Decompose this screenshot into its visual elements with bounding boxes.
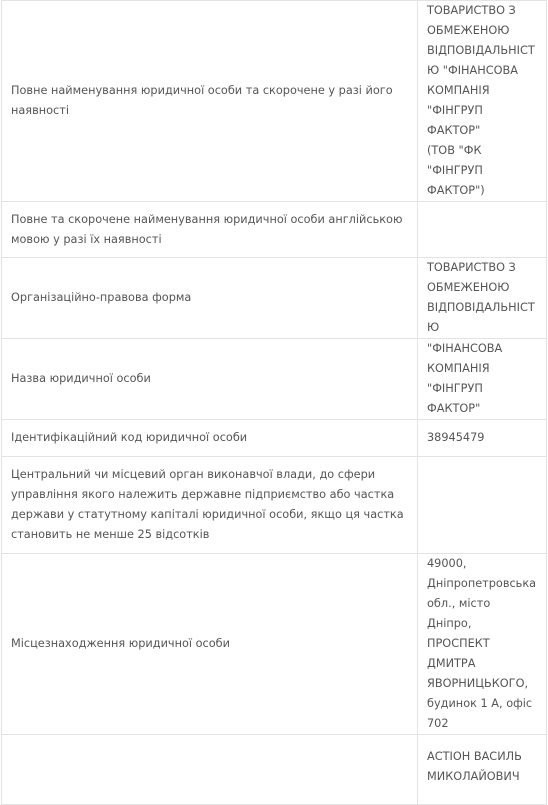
row-label (2, 735, 418, 805)
row-value: АСТІОН ВАСИЛЬ МИКОЛАЙОВИЧ (418, 735, 547, 805)
row-label: Організаційно-правова форма (2, 258, 418, 339)
row-value: 38945479 (418, 420, 547, 457)
row-value (418, 202, 547, 258)
row-value: 49000, Дніпропетровська обл., місто Дніпро, ПРОСПЕКТ ДМИТРА ЯВОРНИЦЬКОГО, будинок 1 А, офіс 702 (418, 554, 547, 735)
row-value (418, 457, 547, 554)
table-row (2, 1, 547, 202)
table-row (2, 420, 547, 457)
registry-record-table (1, 0, 547, 805)
table-row (2, 339, 547, 420)
table-row (2, 202, 547, 258)
table-row (2, 457, 547, 554)
table-row (2, 735, 547, 805)
row-label: Ідентифікаційний код юридичної особи (2, 420, 418, 457)
row-value: "ФІНАНСОВА КОМПАНІЯ "ФІНГРУП ФАКТОР" (418, 339, 547, 420)
row-label: Назва юридичної особи (2, 339, 418, 420)
row-label: Місцезнаходження юридичної особи (2, 554, 418, 735)
row-label: Центральний чи місцевий орган виконавчої влади, до сфери управління якого належить державне підприємство або частка держави у статутному капіталі юридичної особи, якщо ця частка становить не менше 25 відсотків (2, 457, 418, 554)
row-label: Повне та скорочене найменування юридичної особи англійською мовою у разі їх наявності (2, 202, 418, 258)
row-value: ТОВАРИСТВО З ОБМЕЖЕНОЮ ВІДПОВІДАЛЬНІСТЮ "ФІНАНСОВА КОМПАНІЯ "ФІНГРУП ФАКТОР" (ТОВ "ФК "ФІНГРУП ФАКТОР") (418, 1, 547, 202)
table-row (2, 258, 547, 339)
row-label: Повне найменування юридичної особи та скорочене у разі його наявності (2, 1, 418, 202)
row-value: ТОВАРИСТВО З ОБМЕЖЕНОЮ ВІДПОВІДАЛЬНІСТЮ (418, 258, 547, 339)
table-row (2, 554, 547, 735)
